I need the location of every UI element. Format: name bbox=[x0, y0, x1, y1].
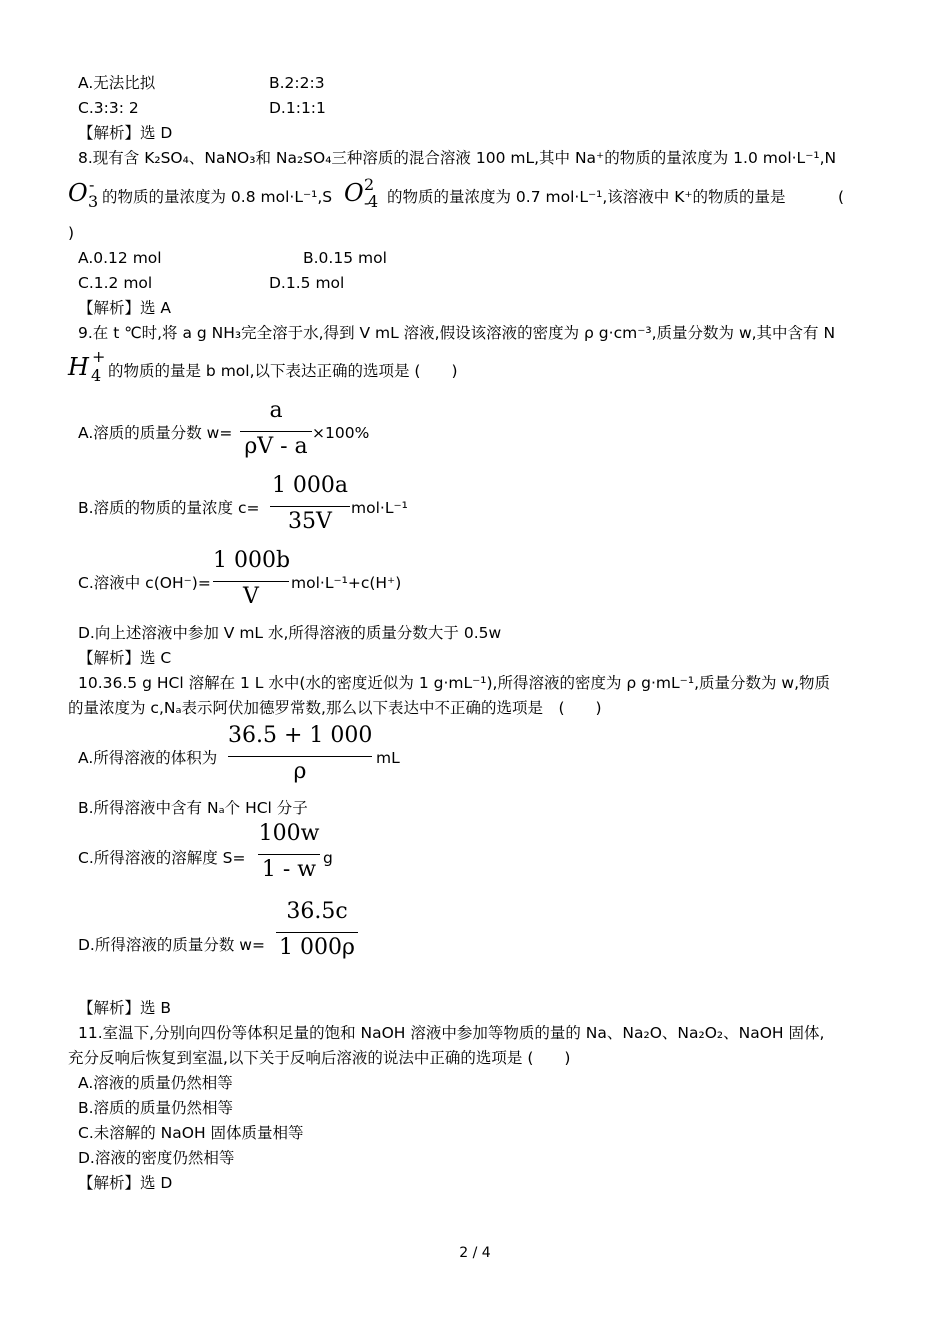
q9-option-a-fraction bbox=[240, 398, 312, 460]
q9-option-c-fraction bbox=[213, 548, 289, 610]
q9-option-c-denominator: V bbox=[243, 584, 259, 609]
q10-option-a-numerator: 36.5 + 1 000 bbox=[228, 723, 373, 748]
q11-option-a: A.溶液的质量仍然相等 bbox=[78, 1074, 233, 1092]
q7-answer: 【解析】选 D bbox=[78, 124, 173, 142]
q11-stem-line2: 充分反响后恢复到室温,以下关于反响后溶液的说法中正确的选项是 ( ) bbox=[68, 1049, 571, 1067]
q9-ion-base: H bbox=[68, 353, 89, 381]
q11-option-b: B.溶质的质量仍然相等 bbox=[78, 1099, 234, 1117]
q8-option-c: C.1.2 mol bbox=[78, 274, 153, 292]
q10-option-a-suffix: mL bbox=[376, 749, 400, 767]
q7-option-b: B.2:2:3 bbox=[269, 74, 325, 92]
q9-option-c-suffix: mol·L⁻¹+c(H⁺) bbox=[291, 574, 402, 592]
q9-answer: 【解析】选 C bbox=[78, 649, 172, 667]
q9-ammonium-ion bbox=[68, 347, 106, 390]
q10-option-b: B.所得溶液中含有 Nₐ个 HCl 分子 bbox=[78, 799, 308, 817]
q7-option-c: C.3:3: 2 bbox=[78, 99, 139, 117]
q8-stem-line2a: 的物质的量浓度为 0.8 mol·L⁻¹,S bbox=[102, 188, 333, 206]
page-number: 2 / 4 bbox=[459, 1245, 491, 1261]
q7-option-d: D.1:1:1 bbox=[269, 99, 326, 117]
q9-option-b-numerator: 1 000a bbox=[271, 473, 349, 498]
q11-stem-line1: 11.室温下,分别向四份等体积足量的饱和 NaOH 溶液中参加等物质的量的 Na、Na₂O、Na₂O₂、NaOH 固体, bbox=[78, 1024, 825, 1042]
q10-option-d-numerator: 36.5c bbox=[286, 899, 348, 924]
q8-sulfate-ion bbox=[344, 176, 384, 216]
q9-option-a-prefix: A.溶质的质量分数 w= bbox=[78, 424, 233, 442]
q8-option-a: A.0.12 mol bbox=[78, 249, 162, 267]
q8-ion2-sub: 4 bbox=[368, 192, 379, 211]
q8-stem-line1: 8.现有含 K₂SO₄、NaNO₃和 Na₂SO₄三种溶质的混合溶液 100 mL,其中 Na⁺的物质的量浓度为 1.0 mol·L⁻¹,N bbox=[78, 149, 837, 167]
q10-option-d-prefix: D.所得溶液的质量分数 w= bbox=[78, 936, 265, 954]
q9-option-c-numerator: 1 000b bbox=[213, 548, 291, 573]
q11-option-c: C.未溶解的 NaOH 固体质量相等 bbox=[78, 1124, 304, 1142]
q8-ion1-sup: - bbox=[89, 175, 95, 194]
q8-ion1-base: O bbox=[68, 179, 88, 207]
q10-option-c-prefix: C.所得溶液的溶解度 S= bbox=[78, 849, 246, 867]
q10-stem-line2: 的量浓度为 c,Nₐ表示阿伏加德罗常数,那么以下表达中不正确的选项是 ( ) bbox=[68, 699, 602, 717]
q10-option-c-denominator: 1 - w bbox=[261, 857, 317, 882]
q10-option-a-prefix: A.所得溶液的体积为 bbox=[78, 749, 218, 767]
q8-answer: 【解析】选 A bbox=[78, 299, 172, 317]
fraction-bar bbox=[240, 431, 312, 432]
q9-stem-line1: 9.在 t ℃时,将 a g NH₃完全溶于水,得到 V mL 溶液,假设该溶液的密度为 ρ g·cm⁻³,质量分数为 w,其中含有 N bbox=[78, 324, 836, 342]
q10-option-c-numerator: 100w bbox=[258, 821, 320, 846]
q11-answer: 【解析】选 D bbox=[78, 1174, 173, 1192]
q9-option-a-suffix: ×100% bbox=[312, 424, 370, 442]
q8-bracket-open: ( bbox=[838, 188, 845, 206]
q9-ion-sub: 4 bbox=[91, 366, 102, 385]
q10-answer: 【解析】选 B bbox=[78, 999, 172, 1017]
q10-stem-line1: 10.36.5 g HCl 溶解在 1 L 水中(水的密度近似为 1 g·mL⁻¹),所得溶液的密度为 ρ g·mL⁻¹,质量分数为 w,物质 bbox=[78, 674, 831, 692]
fraction-bar bbox=[213, 581, 289, 582]
q10-option-d-denominator: 1 000ρ bbox=[279, 935, 355, 960]
q8-stem-line2b: 的物质的量浓度为 0.7 mol·L⁻¹,该溶液中 K⁺的物质的量是 bbox=[387, 188, 786, 206]
q10-option-a-fraction bbox=[228, 723, 372, 785]
q9-option-b-suffix: mol·L⁻¹ bbox=[351, 499, 408, 517]
q8-ion1-sub: 3 bbox=[88, 192, 99, 211]
fraction-bar bbox=[276, 932, 358, 933]
q9-option-b-prefix: B.溶质的物质的量浓度 c= bbox=[78, 499, 260, 517]
fraction-bar bbox=[270, 506, 350, 507]
q8-bracket-close: ) bbox=[68, 224, 75, 242]
q10-option-d-fraction bbox=[276, 897, 358, 967]
q8-nitrate-ion bbox=[68, 176, 100, 216]
q11-option-d: D.溶液的密度仍然相等 bbox=[78, 1149, 235, 1167]
q10-option-a-denominator: ρ bbox=[293, 759, 307, 784]
q10-option-c-suffix: g bbox=[323, 849, 333, 867]
q9-ion-sup: + bbox=[92, 347, 106, 366]
q9-stem-line2: 的物质的量是 b mol,以下表达正确的选项是 ( ) bbox=[108, 362, 458, 380]
fraction-bar bbox=[228, 756, 372, 757]
q10-option-c-fraction bbox=[258, 821, 320, 883]
q8-ion2-base: O bbox=[344, 179, 364, 207]
q8-option-d: D.1.5 mol bbox=[269, 274, 345, 292]
q8-option-b: B.0.15 mol bbox=[303, 249, 387, 267]
q9-option-c-prefix: C.溶液中 c(OH⁻)= bbox=[78, 574, 211, 592]
q9-option-b-denominator: 35V bbox=[288, 509, 332, 534]
q9-option-d: D.向上述溶液中参加 V mL 水,所得溶液的质量分数大于 0.5w bbox=[78, 624, 502, 642]
q7-option-a: A.无法比拟 bbox=[78, 74, 156, 92]
q9-option-a-numerator: a bbox=[269, 398, 283, 423]
q8-ion2-sup: 2 - bbox=[364, 175, 375, 212]
fraction-bar bbox=[258, 854, 320, 855]
q9-option-b-fraction bbox=[270, 473, 350, 535]
q9-option-a-denominator: ρV - a bbox=[244, 434, 308, 459]
